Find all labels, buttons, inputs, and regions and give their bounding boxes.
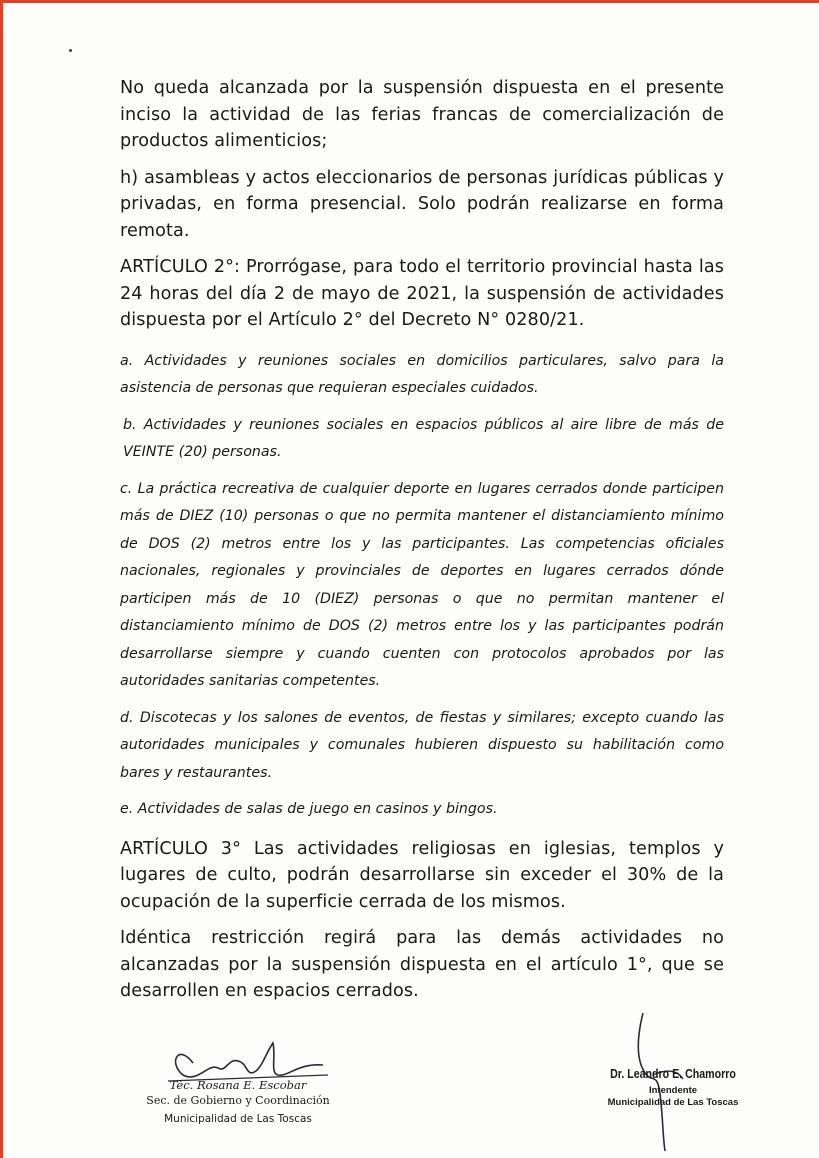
list-item-a: a. Actividades y reuniones sociales en domicilios particulares, salvo para la asistencia de personas que requieran especiales cuidados. [120,352,724,396]
signature-right-name: Dr. Leandro E. Chamorro [610,1067,736,1081]
speck-mark [69,49,72,52]
list-item-b: b. Actividades y reuniones sociales en espacios públicos al aire libre de más de VEINTE (20) personas. [123,416,724,460]
signature-left-entity: Municipalidad de Las Toscas [164,1113,312,1125]
signature-scribble-right [583,1013,763,1153]
signature-left-name: Téc. Rosana E. Escobar [169,1078,307,1092]
document-body [120,75,724,1015]
signature-right-entity: Municipalidad de Las Toscas [607,1097,739,1108]
list-item-e: e. Actividades de salas de juego en casinos y bingos. [120,801,498,817]
signature-right-title: Intendente [648,1085,698,1096]
signature-left-title: Sec. de Gobierno y Coordinación [146,1094,330,1107]
article-2: ARTÍCULO 2°: Prorrógase, para todo el territorio provincial hasta las 24 horas del día 2 de mayo de 2021, la suspensión de actividades dispuesta por el Artículo 2° del Decreto N° 0280/21. [120,257,724,330]
article-3: ARTÍCULO 3° Las actividades religiosas en iglesias, templos y lugares de culto, podrán desarrollarse sin exceder el 30% de la ocupación de la superficie cerrada de los mismos. [120,838,724,912]
signature-block-left [138,1033,338,1143]
list-item-d: d. Discotecas y los salones de eventos, de fiestas y similares; excepto cuando las autoridades municipales y comunales hubieren dispuesto su habilitación como bares y restaurantes. [120,709,724,781]
paragraph-identica: Idéntica restricción regirá para las demás actividades no alcanzadas por la suspensión dispuesta en el artículo 1°, que se desarrollen en espacios cerrados. [120,928,724,1001]
paragraph-ferias: No queda alcanzada por la suspensión dispuesta en el presente inciso la actividad de las ferias francas de comercialización de productos alimenticios; [120,78,724,151]
list-item-c: c. La práctica recreativa de cualquier deporte en lugares cerrados donde participen más de DIEZ (10) personas o que no permita mantener el distanciamiento mínimo de DOS (2) metros entre los y las participantes. Las competencias oficiales nacionales, regionales y provinciales de deportes en lugares cerrados dónde participen más de 10 (DIEZ) personas o que no permitan mantener el distanciamiento mínimo de DOS (2) metros entre los y las participantes podrán desarrollarse siempre y cuando cuenten con protocolos aprobados por las autoridades sanitarias competentes. [120,480,724,689]
signature-block-right [583,1013,763,1153]
paragraph-item-h: h) asambleas y actos eleccionarios de personas jurídicas públicas y privadas, en forma presencial. Solo podrán realizarse en forma remota. [120,167,724,241]
